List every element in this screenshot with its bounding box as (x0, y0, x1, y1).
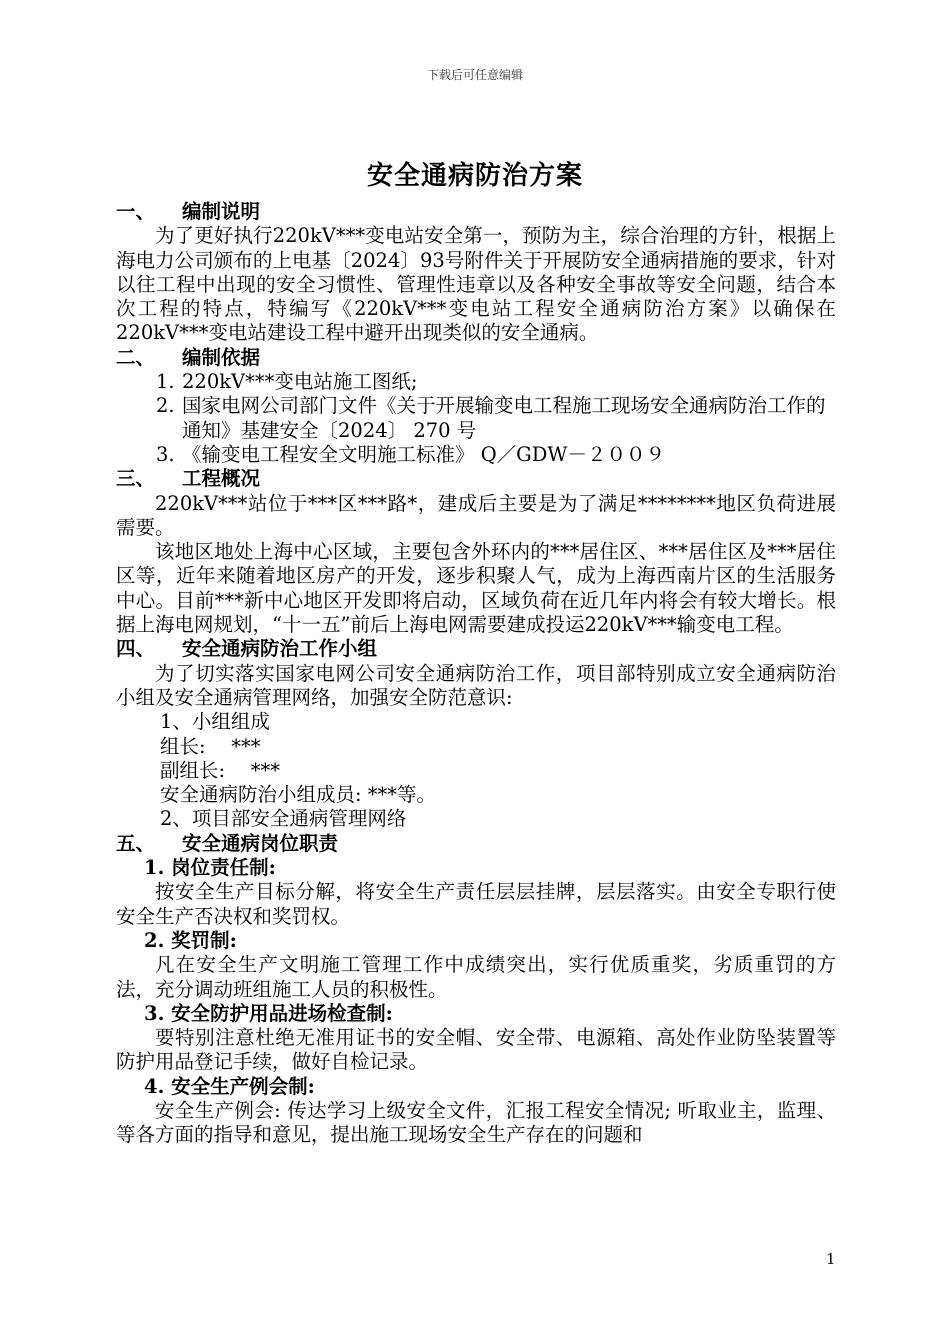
subsection-heading: 2. 奖罚制: (144, 928, 237, 952)
page-number: 1 (826, 1250, 836, 1268)
paragraph: 该地区地处上海中心区域，主要包含外环内的***居住区、***居住区及***居住区等，近年来随着地区房产的开发，逐步积聚人气，成为上海西南片区的生活服务中心。目前***新中心地区开发即将启动，区域负荷在近几年内将会有较大增长。根据上海电网规划，“十一五”前后上海电网需要建成投运220kV***输变电工程。 (116, 540, 836, 637)
paragraph: 要特别注意杜绝无准用证书的安全帽、安全带、电源箱、高处作业防坠装置等防护用品登记手续，做好自检记录。 (116, 1026, 836, 1074)
group-line: 2、项目部安全通病管理网络 (160, 807, 407, 831)
paragraph: 安全生产例会: 传达学习上级安全文件，汇报工程安全情况; 听取业主，监理、等各方面的指导和意见，提出施工现场安全生产存在的问题和 (116, 1098, 836, 1147)
group-line: 1、小组组成 (160, 710, 270, 734)
list-item: 3. 《输变电工程安全文明施工标准》 Q／GDW－２００９ (156, 442, 665, 466)
section-heading-4: 四、 安全通病防治工作小组 (116, 637, 378, 661)
paragraph: 凡在安全生产文明施工管理工作中成绩突出，实行优质重奖，劣质重罚的方法，充分调动班组施工人员的积极性。 (116, 953, 836, 1001)
subsection-heading: 3. 安全防护用品进场检查制: (144, 1001, 393, 1025)
paragraph: 220kV***站位于***区***路*，建成后主要是为了满足********地区负荷进展需要。 (116, 491, 836, 539)
section-heading-1: 一、 编制说明 (116, 200, 261, 223)
section-heading-5: 五、 安全通病岗位职责 (116, 831, 339, 855)
document-body (116, 200, 836, 1148)
group-line: 安全通病防治小组成员: ***等。 (160, 783, 437, 807)
page-header: 下载后可任意编辑 (426, 68, 523, 82)
paragraph: 按安全生产目标分解，将安全生产责任层层挂牌，层层落实。由安全专职行使安全生产否决权和奖罚权。 (116, 880, 836, 928)
list-item: 2. 国家电网公司部门文件《关于开展输变电工程施工现场安全通病防治工作的通知》基建安全〔2024〕 270 号 (156, 394, 826, 442)
paragraph: 为了切实落实国家电网公司安全通病防治工作，项目部特别成立安全通病防治小组及安全通病管理网络，加强安全防范意识: (116, 661, 836, 709)
section-heading-2: 二、 编制依据 (116, 345, 261, 369)
document-title: 安全通病防治方案 (366, 161, 583, 191)
group-line: 副组长: *** (160, 758, 281, 782)
paragraph: 为了更好执行220kV***变电站安全第一，预防为主，综合治理的方针，根据上海电力公司颁布的上电基〔2024〕93号附件关于开展防安全通病措施的要求，针对以往工程中出现的安全习惯性、管理性违章以及各种安全事故等安全问题，结合本次工程的特点，特编写《220kV***变电站工程安全通病防治方案》以确保在220kV***变电站建设工程中避开出现类似的安全通病。 (116, 224, 836, 345)
subsection-heading: 4. 安全生产例会制: (144, 1074, 315, 1098)
section-heading-3: 三、 工程概况 (116, 467, 261, 491)
list-item: 1. 220kV***变电站施工图纸; (156, 370, 418, 394)
group-line: 组长: *** (160, 734, 261, 758)
subsection-heading: 1. 岗位责任制: (144, 856, 276, 880)
